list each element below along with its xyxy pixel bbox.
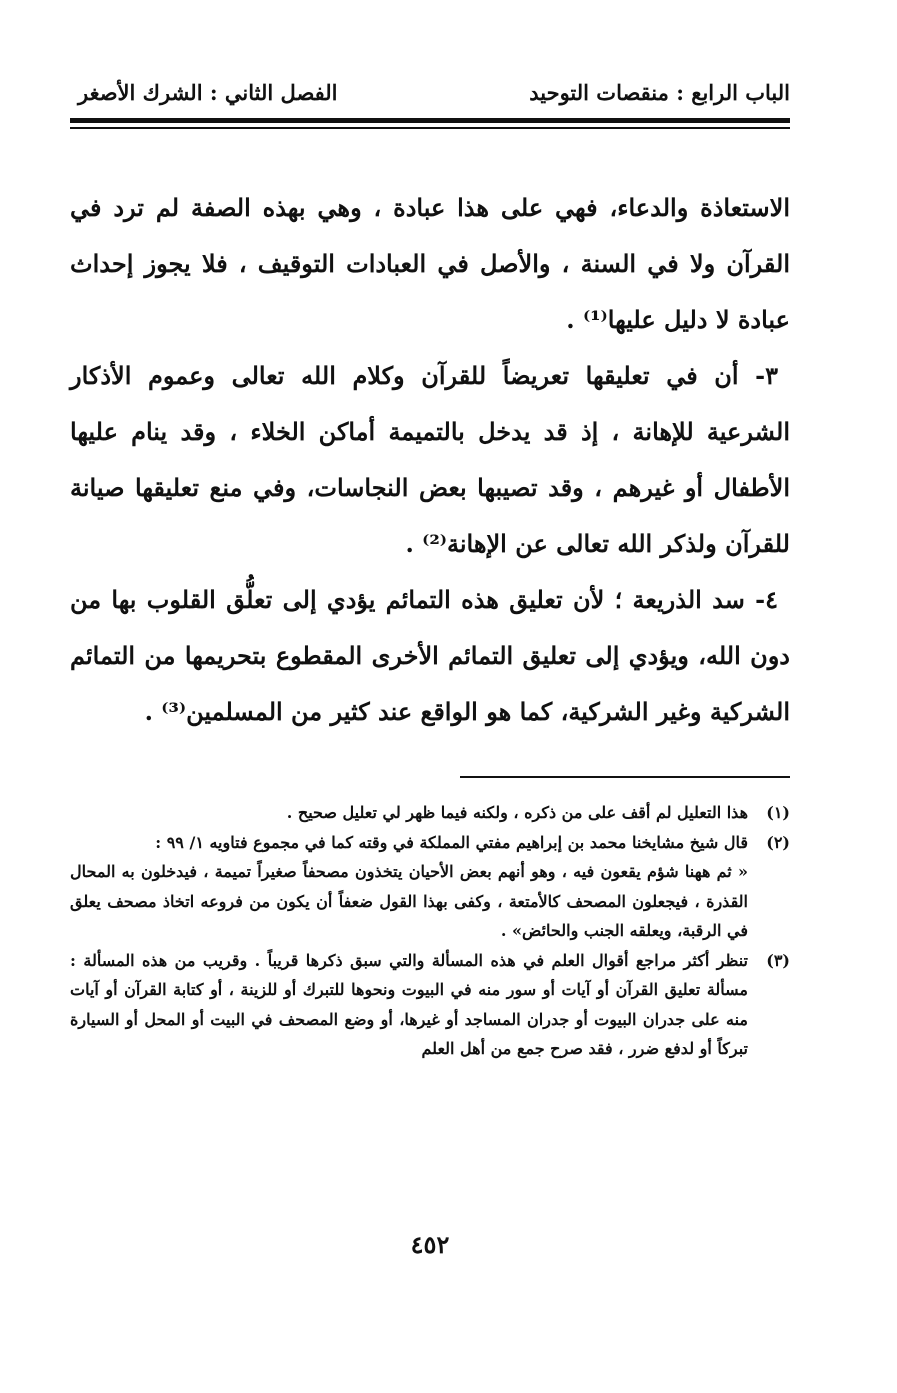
header-rule-thick xyxy=(70,118,790,123)
section-title: الفصل الثاني : الشرك الأصغر xyxy=(78,80,338,105)
footnote-1 xyxy=(70,798,790,828)
footnote-text: هذا التعليل لم أقف على من ذكره ، ولكنه فيما ظهر لي تعليل صحيح . xyxy=(286,803,748,822)
footnotes xyxy=(70,798,790,1064)
header-rule-thin xyxy=(70,127,790,129)
footnote-body xyxy=(70,828,748,946)
paragraph-2: ٣- أن في تعليقها تعريضاً للقرآن وكلام الله تعالى وعموم الأذكار الشرعية للإهانة ، إذ قد يدخل بالتميمة أماكن الخلاء ، وقد ينام عليها الأطفال أو غيرهم ، وقد تصيبها بعض النجاسات، وفي منع تعليقها صيانة للقرآن ولذكر الله تعالى عن الإهانة⁽²⁾ . xyxy=(70,361,790,558)
paragraph-1: الاستعاذة والدعاء، فهي على هذا عبادة ، وهي بهذه الصفة لم ترد في القرآن ولا في السنة ، والأصل في العبادات التوقيف ، فلا يجوز إحداث عبادة لا دليل عليها⁽¹⁾ . xyxy=(70,193,790,334)
paragraph-3: ٤- سد الذريعة ؛ لأن تعليق هذه التمائم يؤدي إلى تعلُّق القلوب بها من دون الله، ويؤدي إلى تعليق التمائم الأخرى المقطوع بتحريمها من التمائم الشركية وغير الشركية، كما هو الواقع عند كثير من المسلمين⁽³⁾ . xyxy=(70,585,790,726)
footnote-number: (١) xyxy=(766,803,790,822)
running-header xyxy=(70,70,790,118)
footnote-number: (٣) xyxy=(766,950,790,970)
main-text xyxy=(70,180,790,740)
footnote-quote: « ثم ههنا شؤم يقعون فيه ، وهو أنهم بعض الأحيان يتخذون مصحفاً صغيراً تميمة ، فيدخلون به المحال القذرة ، فيجعلون المصحف كالأمتعة ، وكفى بهذا القول ضعفاً أن يكون من فروعه اتخاذ مصحف يعلق في الرقبة، ويعلقه الجنب والحائض» . xyxy=(70,862,748,940)
chapter-title: الباب الرابع : منقصات التوحيد xyxy=(529,80,790,105)
footnote-number: (٢) xyxy=(766,832,790,852)
footnote-separator xyxy=(460,776,790,778)
footnote-text: تنظر أكثر مراجع أقوال العلم في هذه المسألة والتي سبق ذكرها قريباً . وقريب من هذه المسألة : مسألة تعليق القرآن أو آيات أو سور منه في البيوت ونحوها للتبرك أو للزينة ، أو كتابة القرآن أو آيات منه على جدران البيوت أو جدران المساجد أو غيرها، أو وضع المصحف في البيت أو المحل أو السيارة تبركاً أو لدفع ضرر ، فقد صرح جمع من أهل العلم xyxy=(70,950,749,1058)
page-number: ٤٥٢ xyxy=(410,1230,450,1259)
footnote-2 xyxy=(70,828,790,946)
footnote-3 xyxy=(70,946,790,1064)
footnote-text: قال شيخ مشايخنا محمد بن إبراهيم مفتي المملكة في وقته كما في مجموع فتاويه ١/ ٩٩ : xyxy=(155,832,748,852)
document-page xyxy=(70,70,790,1370)
